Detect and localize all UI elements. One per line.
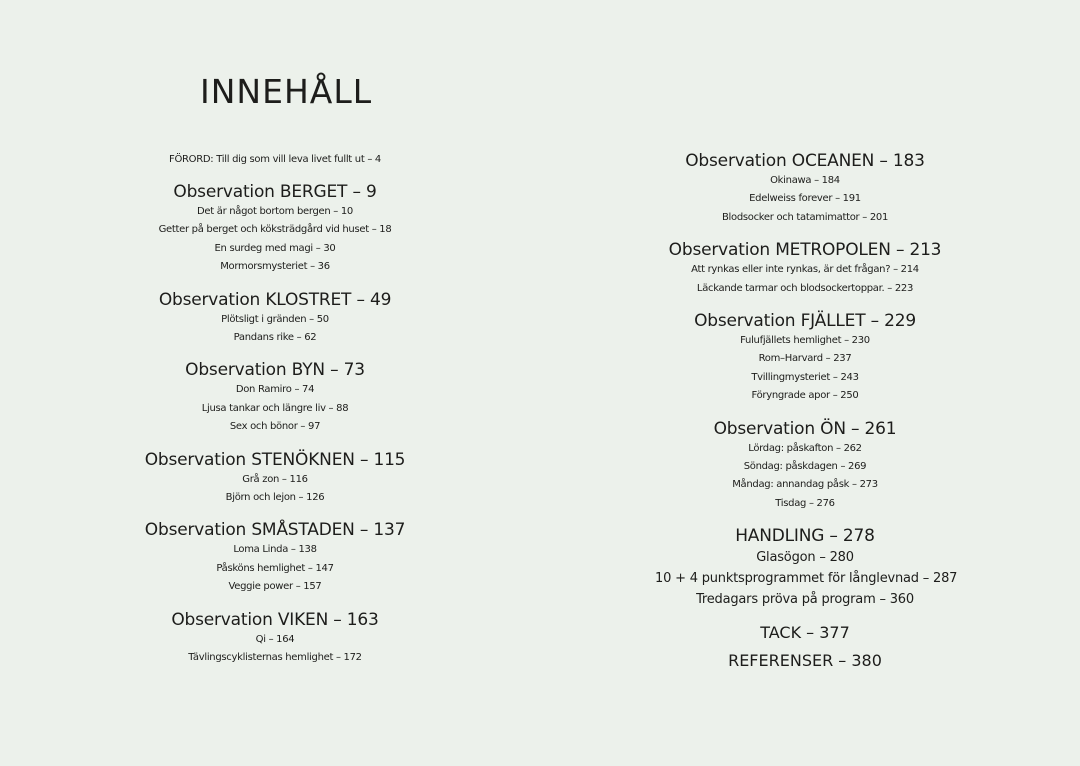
toc-entry[interactable]: Mormorsmysteriet – 36 [220,261,330,273]
toc-entry[interactable]: Glasögon – 280 [756,550,854,566]
toc-entry[interactable]: Söndag: påskdagen – 269 [743,461,867,473]
toc-entry[interactable]: Edelweiss forever – 191 [749,193,861,205]
toc-entry[interactable]: Tävlingscyklisternas hemlighet – 172 [188,652,362,664]
toc-entry[interactable]: Tisdag – 276 [775,497,835,509]
toc-entry[interactable]: Grå zon – 116 [242,473,308,485]
toc-section-title[interactable]: Observation SMÅSTADEN – 137 [144,520,406,541]
toc-entry[interactable]: En surdeg med magi – 30 [214,242,336,254]
toc-entry[interactable]: Rom–Harvard – 237 [758,353,852,365]
toc-section [125,449,425,508]
toc-section [655,239,955,298]
toc-references[interactable]: REFERENSER – 380 [728,651,882,671]
toc-section [125,181,425,277]
toc-entry[interactable]: Föryngrade apor – 250 [751,390,859,402]
toc-section-title[interactable]: Observation BERGET – 9 [173,182,377,202]
toc-entry[interactable]: Måndag: annandag påsk – 273 [732,479,878,491]
toc-foreword[interactable]: FÖRORD: Till dig som vill leva livet fullt ut – 4 [169,154,381,165]
toc-section-title[interactable]: Observation METROPOLEN – 213 [668,240,942,261]
toc-section-title[interactable]: Observation VIKEN – 163 [171,609,379,630]
page-title: INNEHÅLL [200,72,373,111]
toc-entry[interactable]: Läckande tarmar och blodsockertoppar. – 223 [696,282,914,294]
toc-entry[interactable]: Påsköns hemlighet – 147 [216,562,334,574]
toc-section [655,418,955,514]
toc-handling-items [655,547,958,610]
toc-entry[interactable]: Don Ramiro – 74 [235,384,315,396]
toc-section-title[interactable]: Observation KLOSTRET – 49 [158,289,392,310]
toc-section-title[interactable]: Observation FJÄLLET – 229 [694,311,916,332]
toc-left-column [125,153,425,680]
toc-entry[interactable]: Lördag: påskafton – 262 [748,442,862,454]
toc-right-sections [655,150,955,513]
toc-section [125,359,425,436]
toc-section [125,519,425,596]
toc-entry[interactable]: Fulufjällets hemlighet – 230 [740,335,870,347]
toc-section-title[interactable]: HANDLING – 278 [735,526,875,547]
toc-entry[interactable]: Loma Linda – 138 [233,544,317,556]
toc-right-column [655,150,958,672]
toc-entry[interactable]: Plötsligt i gränden – 50 [221,313,329,325]
toc-entry[interactable]: Pandans rike – 62 [233,332,317,344]
toc-thanks[interactable]: TACK – 377 [760,623,850,643]
toc-entry[interactable]: Veggie power – 157 [228,581,322,593]
toc-entry[interactable]: Det är något bortom bergen – 10 [197,206,353,217]
toc-entry[interactable]: Qi – 164 [255,633,295,645]
toc-entry[interactable]: 10 + 4 punktsprogrammet för långlevnad – 287 [655,571,958,587]
toc-section [655,150,955,227]
toc-entry[interactable]: Björn och lejon – 126 [225,492,325,504]
toc-entry[interactable]: Tvillingmysteriet – 243 [751,371,859,383]
toc-entry[interactable]: Blodsocker och tatamimattor – 201 [721,211,889,223]
toc-left-sections [125,181,425,668]
toc-entry[interactable]: Tredagars pröva på program – 360 [696,592,914,608]
toc-section-handling [655,525,958,610]
toc-entry[interactable]: Att rynkas eller inte rynkas, är det frågan? – 214 [691,264,919,276]
toc-section-title[interactable]: Observation ÖN – 261 [713,418,897,439]
toc-section [125,609,425,668]
toc-entry[interactable]: Sex och bönor – 97 [229,421,321,433]
toc-entry[interactable]: Getter på berget och köksträdgård vid huset – 18 [158,224,392,236]
toc-section-title[interactable]: Observation OCEANEN – 183 [685,151,925,171]
toc-section [655,310,955,406]
toc-section [125,289,425,348]
toc-entry[interactable]: Okinawa – 184 [770,175,840,186]
toc-entry[interactable]: Ljusa tankar och längre liv – 88 [201,402,349,414]
toc-section-title[interactable]: Observation BYN – 73 [185,360,365,381]
toc-section-title[interactable]: Observation STENÖKNEN – 115 [144,449,406,470]
